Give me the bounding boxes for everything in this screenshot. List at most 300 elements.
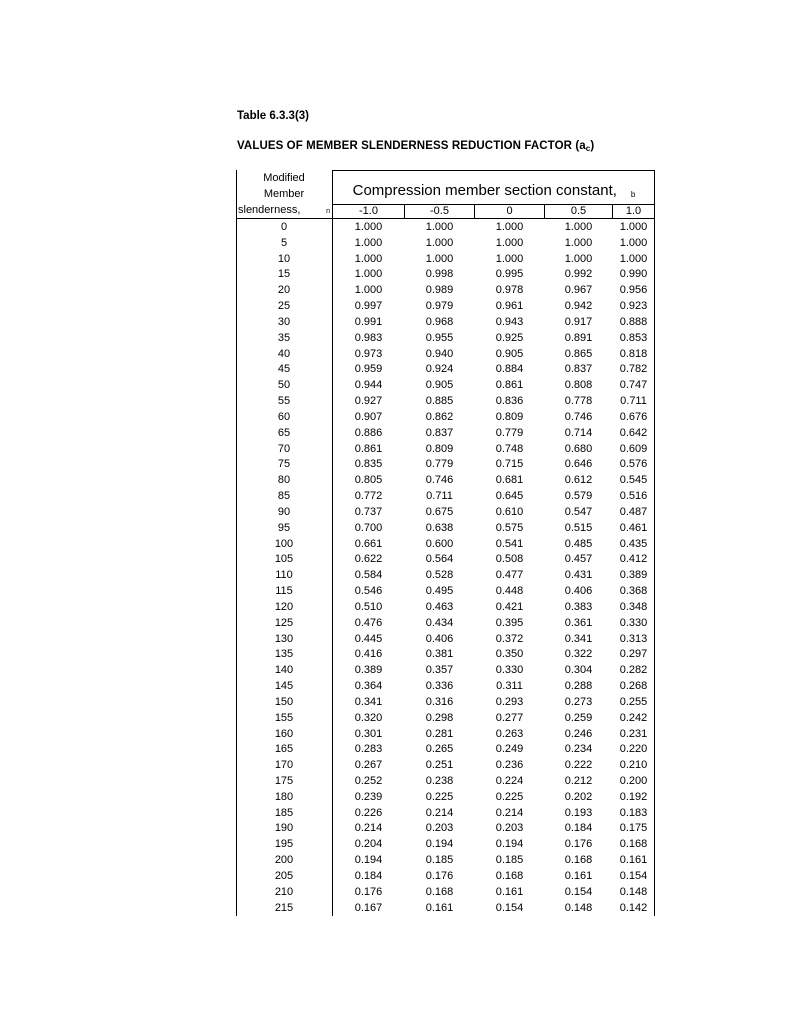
factor-cell: 0.185 bbox=[495, 854, 524, 867]
table-row bbox=[236, 552, 654, 568]
factor-cell: 0.148 bbox=[619, 885, 648, 898]
factor-cell: 0.406 bbox=[564, 585, 593, 598]
factor-cell: 0.515 bbox=[564, 521, 593, 534]
factor-cell: 0.837 bbox=[425, 426, 454, 439]
factor-cell: 0.675 bbox=[425, 505, 454, 518]
factor-cell: 1.000 bbox=[619, 236, 648, 249]
slenderness-cell: 85 bbox=[277, 490, 291, 503]
factor-cell: 0.341 bbox=[354, 695, 383, 708]
factor-cell: 1.000 bbox=[425, 236, 454, 249]
factor-cell: 0.967 bbox=[564, 284, 593, 297]
factor-cell: 0.808 bbox=[564, 379, 593, 392]
table-title: VALUES OF MEMBER SLENDERNESS REDUCTION FACTOR $(a_c)$ bbox=[237, 140, 595, 153]
col-header-0: 0 bbox=[506, 205, 513, 217]
table-row bbox=[236, 774, 654, 790]
factor-cell: 0.836 bbox=[495, 395, 524, 408]
table-row bbox=[236, 727, 654, 743]
factor-cell: 0.461 bbox=[619, 521, 648, 534]
slenderness-cell: 200 bbox=[274, 854, 294, 867]
factor-cell: 0.564 bbox=[425, 553, 454, 566]
factor-cell: 0.238 bbox=[425, 774, 454, 787]
factor-cell: 0.978 bbox=[495, 284, 524, 297]
factor-cell: 0.168 bbox=[564, 854, 593, 867]
factor-cell: 0.176 bbox=[354, 885, 383, 898]
factor-cell: 0.778 bbox=[564, 395, 593, 408]
factor-cell: 0.313 bbox=[619, 632, 648, 645]
factor-cell: 0.168 bbox=[495, 869, 524, 882]
factor-cell: 0.301 bbox=[354, 727, 383, 740]
table-row bbox=[236, 299, 654, 315]
factor-cell: 0.546 bbox=[354, 585, 383, 598]
table-row bbox=[236, 410, 654, 426]
factor-cell: 0.341 bbox=[564, 632, 593, 645]
slenderness-cell: 190 bbox=[274, 822, 294, 835]
factor-cell: 0.311 bbox=[496, 680, 523, 693]
factor-cell: 0.273 bbox=[564, 695, 593, 708]
slenderness-cell: 55 bbox=[277, 395, 291, 408]
slenderness-cell: 215 bbox=[274, 901, 294, 914]
slenderness-cell: 10 bbox=[277, 252, 291, 265]
slenderness-cell: 90 bbox=[277, 505, 291, 518]
table-row bbox=[236, 600, 654, 616]
factor-cell: 0.225 bbox=[495, 790, 524, 803]
factor-cell: 0.956 bbox=[619, 284, 648, 297]
factor-cell: 0.194 bbox=[354, 854, 383, 867]
factor-cell: 0.968 bbox=[425, 315, 454, 328]
table-number: Table 6.3.3(3) bbox=[237, 110, 310, 122]
slenderness-cell: 210 bbox=[274, 885, 294, 898]
table-row bbox=[236, 568, 654, 584]
factor-cell: 0.357 bbox=[425, 664, 454, 677]
factor-cell: 1.000 bbox=[354, 284, 383, 297]
factor-cell: 0.194 bbox=[425, 838, 454, 851]
factor-cell: 0.361 bbox=[564, 616, 593, 629]
table-row bbox=[236, 521, 654, 537]
slenderness-cell: 130 bbox=[274, 632, 294, 645]
col-header-1: 1.0 bbox=[625, 205, 642, 217]
factor-cell: 0.168 bbox=[425, 885, 454, 898]
factor-cell: 0.251 bbox=[425, 759, 454, 772]
factor-cell: 0.161 bbox=[619, 854, 648, 867]
factor-cell: 0.884 bbox=[495, 363, 524, 376]
factor-cell: 0.547 bbox=[564, 505, 593, 518]
factor-cell: 0.214 bbox=[425, 806, 454, 819]
factor-cell: 0.942 bbox=[564, 300, 593, 313]
column-header-separator bbox=[236, 218, 654, 219]
factor-cell: 1.000 bbox=[354, 236, 383, 249]
factor-cell: 0.510 bbox=[354, 600, 383, 613]
table-row bbox=[236, 695, 654, 711]
factor-cell: 0.336 bbox=[425, 680, 454, 693]
factor-cell: 0.421 bbox=[495, 600, 524, 613]
table-row bbox=[236, 537, 654, 553]
slenderness-cell: 125 bbox=[274, 616, 294, 629]
slenderness-cell: 80 bbox=[277, 474, 291, 487]
factor-cell: 0.389 bbox=[354, 664, 383, 677]
slenderness-cell: 170 bbox=[274, 759, 294, 772]
factor-cell: 0.389 bbox=[619, 569, 648, 582]
factor-cell: 0.406 bbox=[425, 632, 454, 645]
factor-cell: 0.508 bbox=[495, 553, 524, 566]
slenderness-cell: 100 bbox=[274, 537, 294, 550]
slenderness-cell: 120 bbox=[274, 600, 294, 613]
factor-cell: 0.161 bbox=[495, 885, 524, 898]
slenderness-cell: 30 bbox=[277, 315, 291, 328]
factor-cell: 0.184 bbox=[564, 822, 593, 835]
factor-cell: 0.997 bbox=[354, 300, 383, 313]
slenderness-cell: 5 bbox=[280, 236, 288, 249]
slenderness-cell: 25 bbox=[277, 300, 291, 313]
factor-cell: 0.220 bbox=[619, 743, 648, 756]
slenderness-cell: 110 bbox=[275, 569, 293, 582]
factor-cell: 0.600 bbox=[425, 537, 454, 550]
table-row bbox=[236, 869, 654, 885]
factor-cell: 0.886 bbox=[354, 426, 383, 439]
table-row bbox=[236, 283, 654, 299]
col-header-minus-0-5: -0.5 bbox=[430, 205, 449, 217]
slenderness-cell: 35 bbox=[277, 331, 291, 344]
table-row bbox=[236, 837, 654, 853]
slenderness-cell: 15 bbox=[277, 268, 291, 281]
factor-cell: 0.905 bbox=[495, 347, 524, 360]
factor-cell: 0.495 bbox=[425, 585, 454, 598]
factor-cell: 0.998 bbox=[425, 268, 454, 281]
factor-cell: 0.203 bbox=[495, 822, 524, 835]
factor-cell: 0.680 bbox=[564, 442, 593, 455]
table-row bbox=[236, 758, 654, 774]
factor-cell: 0.225 bbox=[425, 790, 454, 803]
factor-cell: 0.154 bbox=[564, 885, 593, 898]
factor-cell: 0.381 bbox=[425, 648, 454, 661]
factor-cell: 0.330 bbox=[495, 664, 524, 677]
table-row bbox=[236, 378, 654, 394]
factor-cell: 0.923 bbox=[619, 300, 648, 313]
factor-cell: 0.715 bbox=[495, 458, 524, 471]
factor-cell: 0.711 bbox=[426, 490, 453, 503]
factor-cell: 0.383 bbox=[564, 600, 593, 613]
factor-cell: 0.779 bbox=[425, 458, 454, 471]
factor-cell: 0.252 bbox=[354, 774, 383, 787]
factor-cell: 0.148 bbox=[564, 901, 593, 914]
factor-cell: 0.330 bbox=[619, 616, 648, 629]
factor-cell: 0.865 bbox=[564, 347, 593, 360]
table-row bbox=[236, 790, 654, 806]
right-border bbox=[654, 170, 655, 916]
factor-cell: 1.000 bbox=[495, 221, 524, 233]
factor-cell: 0.224 bbox=[495, 774, 524, 787]
factor-cell: 0.210 bbox=[619, 759, 648, 772]
factor-cell: 0.259 bbox=[564, 711, 593, 724]
factor-cell: 0.268 bbox=[619, 680, 648, 693]
factor-cell: 0.610 bbox=[495, 505, 524, 518]
factor-cell: 0.907 bbox=[354, 410, 383, 423]
factor-cell: 1.000 bbox=[425, 221, 454, 233]
slenderness-cell: 145 bbox=[274, 680, 294, 693]
factor-cell: 0.231 bbox=[619, 727, 648, 740]
factor-cell: 0.646 bbox=[564, 458, 593, 471]
factor-cell: 0.955 bbox=[425, 331, 454, 344]
factor-cell: 0.584 bbox=[354, 569, 383, 582]
factor-cell: 0.246 bbox=[564, 727, 593, 740]
table-top-border bbox=[332, 170, 654, 171]
factor-cell: 0.293 bbox=[495, 695, 524, 708]
col-header-minus-1: -1.0 bbox=[359, 205, 378, 217]
slenderness-cell: 160 bbox=[274, 727, 294, 740]
factor-cell: 0.973 bbox=[354, 347, 383, 360]
factor-cell: 0.263 bbox=[495, 727, 524, 740]
factor-cell: 0.805 bbox=[354, 474, 383, 487]
first-col-header-line-3: slenderness, n bbox=[238, 204, 330, 216]
factor-cell: 0.176 bbox=[425, 869, 454, 882]
factor-cell: 0.782 bbox=[619, 363, 648, 376]
factor-cell: 0.320 bbox=[354, 711, 383, 724]
factor-cell: 0.528 bbox=[425, 569, 454, 582]
slenderness-cell: 205 bbox=[274, 869, 294, 882]
factor-cell: 0.924 bbox=[425, 363, 454, 376]
table-row bbox=[236, 426, 654, 442]
factor-cell: 0.154 bbox=[619, 869, 648, 882]
table-row bbox=[236, 220, 654, 236]
factor-cell: 0.516 bbox=[619, 490, 648, 503]
factor-cell: 0.395 bbox=[495, 616, 524, 629]
factor-cell: 0.612 bbox=[564, 474, 593, 487]
factor-cell: 0.448 bbox=[495, 585, 524, 598]
table-row bbox=[236, 457, 654, 473]
factor-cell: 0.943 bbox=[495, 315, 524, 328]
slenderness-cell: 135 bbox=[274, 648, 294, 661]
factor-cell: 0.255 bbox=[619, 695, 648, 708]
factor-cell: 0.185 bbox=[425, 854, 454, 867]
factor-cell: 0.222 bbox=[564, 759, 593, 772]
factor-cell: 0.154 bbox=[495, 901, 524, 914]
factor-cell: 0.242 bbox=[619, 711, 648, 724]
slenderness-cell: 180 bbox=[274, 790, 294, 803]
factor-cell: 0.316 bbox=[425, 695, 454, 708]
factor-cell: 1.000 bbox=[564, 252, 593, 265]
slenderness-cell: 150 bbox=[274, 695, 294, 708]
factor-cell: 0.368 bbox=[619, 585, 648, 598]
factor-cell: 0.214 bbox=[354, 822, 383, 835]
factor-cell: 0.818 bbox=[619, 347, 648, 360]
factor-cell: 0.772 bbox=[354, 490, 383, 503]
factor-cell: 0.265 bbox=[425, 743, 454, 756]
factor-cell: 0.277 bbox=[495, 711, 524, 724]
table-row bbox=[236, 252, 654, 268]
factor-cell: 0.204 bbox=[354, 838, 383, 851]
factor-cell: 0.861 bbox=[495, 379, 524, 392]
factor-cell: 0.350 bbox=[495, 648, 524, 661]
factor-cell: 0.837 bbox=[564, 363, 593, 376]
factor-cell: 0.746 bbox=[564, 410, 593, 423]
factor-cell: 0.779 bbox=[495, 426, 524, 439]
table-row bbox=[236, 394, 654, 410]
table-row bbox=[236, 806, 654, 822]
slenderness-cell: 0 bbox=[280, 221, 288, 233]
factor-cell: 0.298 bbox=[425, 711, 454, 724]
factor-cell: 0.434 bbox=[425, 616, 454, 629]
table-row bbox=[236, 632, 654, 648]
slenderness-cell: 185 bbox=[274, 806, 294, 819]
factor-cell: 1.000 bbox=[425, 252, 454, 265]
slenderness-cell: 95 bbox=[277, 521, 291, 534]
slenderness-cell: 115 bbox=[275, 585, 293, 598]
table-row bbox=[236, 885, 654, 901]
factor-cell: 0.435 bbox=[619, 537, 648, 550]
table-row bbox=[236, 442, 654, 458]
slenderness-cell: 140 bbox=[274, 664, 294, 677]
slenderness-cell: 175 bbox=[274, 774, 294, 787]
factor-cell: 0.853 bbox=[619, 331, 648, 344]
slenderness-cell: 165 bbox=[274, 743, 294, 756]
factor-cell: 0.576 bbox=[619, 458, 648, 471]
factor-cell: 1.000 bbox=[564, 221, 593, 233]
factor-cell: 0.304 bbox=[564, 664, 593, 677]
factor-cell: 0.416 bbox=[354, 648, 383, 661]
factor-cell: 0.747 bbox=[619, 379, 648, 392]
factor-cell: 0.457 bbox=[564, 553, 593, 566]
factor-cell: 0.989 bbox=[425, 284, 454, 297]
factor-cell: 1.000 bbox=[619, 252, 648, 265]
factor-cell: 0.541 bbox=[495, 537, 524, 550]
factor-cell: 0.944 bbox=[354, 379, 383, 392]
slenderness-cell: 65 bbox=[277, 426, 291, 439]
factor-cell: 0.193 bbox=[564, 806, 593, 819]
factor-cell: 0.609 bbox=[619, 442, 648, 455]
factor-cell: 0.700 bbox=[354, 521, 383, 534]
factor-cell: 0.905 bbox=[425, 379, 454, 392]
table-row bbox=[236, 901, 654, 917]
factor-cell: 0.183 bbox=[619, 806, 648, 819]
factor-cell: 0.239 bbox=[354, 790, 383, 803]
slenderness-cell: 45 bbox=[277, 363, 291, 376]
factor-cell: 0.249 bbox=[495, 743, 524, 756]
factor-cell: 0.959 bbox=[354, 363, 383, 376]
reduction-factor-table bbox=[236, 170, 654, 916]
table-row bbox=[236, 616, 654, 632]
factor-cell: 0.192 bbox=[619, 790, 648, 803]
factor-cell: 0.891 bbox=[564, 331, 593, 344]
factor-cell: 0.412 bbox=[619, 553, 648, 566]
slenderness-cell: 75 bbox=[277, 458, 291, 471]
factor-cell: 0.142 bbox=[619, 901, 648, 914]
factor-cell: 0.476 bbox=[354, 616, 383, 629]
factor-cell: 0.175 bbox=[619, 822, 648, 835]
factor-cell: 0.862 bbox=[425, 410, 454, 423]
factor-cell: 0.463 bbox=[425, 600, 454, 613]
slenderness-cell: 195 bbox=[274, 838, 294, 851]
factor-cell: 0.168 bbox=[619, 838, 648, 851]
factor-cell: 1.000 bbox=[354, 268, 383, 281]
factor-cell: 0.282 bbox=[619, 664, 648, 677]
slenderness-cell: 70 bbox=[277, 442, 291, 455]
slenderness-cell: 20 bbox=[277, 284, 291, 297]
factor-cell: 0.992 bbox=[564, 268, 593, 281]
table-row bbox=[236, 584, 654, 600]
slenderness-cell: 155 bbox=[274, 711, 294, 724]
first-col-header-line-2: Member bbox=[263, 188, 305, 200]
factor-cell: 0.485 bbox=[564, 537, 593, 550]
factor-cell: 0.226 bbox=[354, 806, 383, 819]
table-row bbox=[236, 821, 654, 837]
factor-cell: 0.888 bbox=[619, 315, 648, 328]
first-col-header-line-1: Modified bbox=[263, 172, 305, 184]
factor-cell: 0.748 bbox=[495, 442, 524, 455]
factor-cell: 0.961 bbox=[495, 300, 524, 313]
factor-cell: 0.161 bbox=[564, 869, 593, 882]
factor-cell: 0.487 bbox=[619, 505, 648, 518]
factor-cell: 0.711 bbox=[620, 395, 647, 408]
factor-cell: 1.000 bbox=[564, 236, 593, 249]
factor-cell: 0.214 bbox=[495, 806, 524, 819]
factor-cell: 0.983 bbox=[354, 331, 383, 344]
factor-cell: 0.445 bbox=[354, 632, 383, 645]
factor-cell: 0.322 bbox=[564, 648, 593, 661]
factor-cell: 0.236 bbox=[495, 759, 524, 772]
factor-cell: 0.927 bbox=[354, 395, 383, 408]
factor-cell: 0.809 bbox=[425, 442, 454, 455]
factor-cell: 0.681 bbox=[495, 474, 524, 487]
factor-cell: 0.288 bbox=[564, 680, 593, 693]
factor-cell: 1.000 bbox=[619, 221, 648, 233]
factor-cell: 0.940 bbox=[425, 347, 454, 360]
factor-cell: 0.212 bbox=[564, 774, 593, 787]
factor-cell: 0.990 bbox=[619, 268, 648, 281]
factor-cell: 0.622 bbox=[354, 553, 383, 566]
factor-cell: 0.645 bbox=[495, 490, 524, 503]
factor-cell: 0.835 bbox=[354, 458, 383, 471]
table-row bbox=[236, 362, 654, 378]
factor-cell: 0.545 bbox=[619, 474, 648, 487]
factor-cell: 0.283 bbox=[354, 743, 383, 756]
factor-cell: 0.161 bbox=[425, 901, 454, 914]
factor-cell: 0.917 bbox=[564, 315, 593, 328]
factor-cell: 0.885 bbox=[425, 395, 454, 408]
factor-cell: 0.184 bbox=[354, 869, 383, 882]
factor-cell: 0.364 bbox=[354, 680, 383, 693]
factor-cell: 0.297 bbox=[619, 648, 648, 661]
factor-cell: 0.579 bbox=[564, 490, 593, 503]
factor-cell: 0.348 bbox=[619, 600, 648, 613]
factor-cell: 0.176 bbox=[564, 838, 593, 851]
table-row bbox=[236, 315, 654, 331]
factor-cell: 1.000 bbox=[354, 252, 383, 265]
factor-cell: 0.642 bbox=[619, 426, 648, 439]
factor-cell: 0.431 bbox=[564, 569, 593, 582]
factor-cell: 0.234 bbox=[564, 743, 593, 756]
slenderness-cell: 60 bbox=[277, 410, 291, 423]
table-row bbox=[236, 853, 654, 869]
table-row bbox=[236, 663, 654, 679]
factor-cell: 0.861 bbox=[354, 442, 383, 455]
table-body bbox=[236, 220, 654, 916]
factor-cell: 0.202 bbox=[564, 790, 593, 803]
factor-cell: 1.000 bbox=[354, 221, 383, 233]
factor-cell: 0.638 bbox=[425, 521, 454, 534]
factor-cell: 0.676 bbox=[619, 410, 648, 423]
slenderness-cell: 50 bbox=[277, 379, 291, 392]
table-row bbox=[236, 505, 654, 521]
factor-cell: 0.372 bbox=[495, 632, 524, 645]
factor-cell: 0.203 bbox=[425, 822, 454, 835]
factor-cell: 0.200 bbox=[619, 774, 648, 787]
factor-cell: 0.167 bbox=[354, 901, 383, 914]
factor-cell: 0.995 bbox=[495, 268, 524, 281]
slenderness-cell: 40 bbox=[277, 347, 291, 360]
table-row bbox=[236, 331, 654, 347]
factor-cell: 0.281 bbox=[425, 727, 454, 740]
table-row bbox=[236, 647, 654, 663]
factor-cell: 0.809 bbox=[495, 410, 524, 423]
